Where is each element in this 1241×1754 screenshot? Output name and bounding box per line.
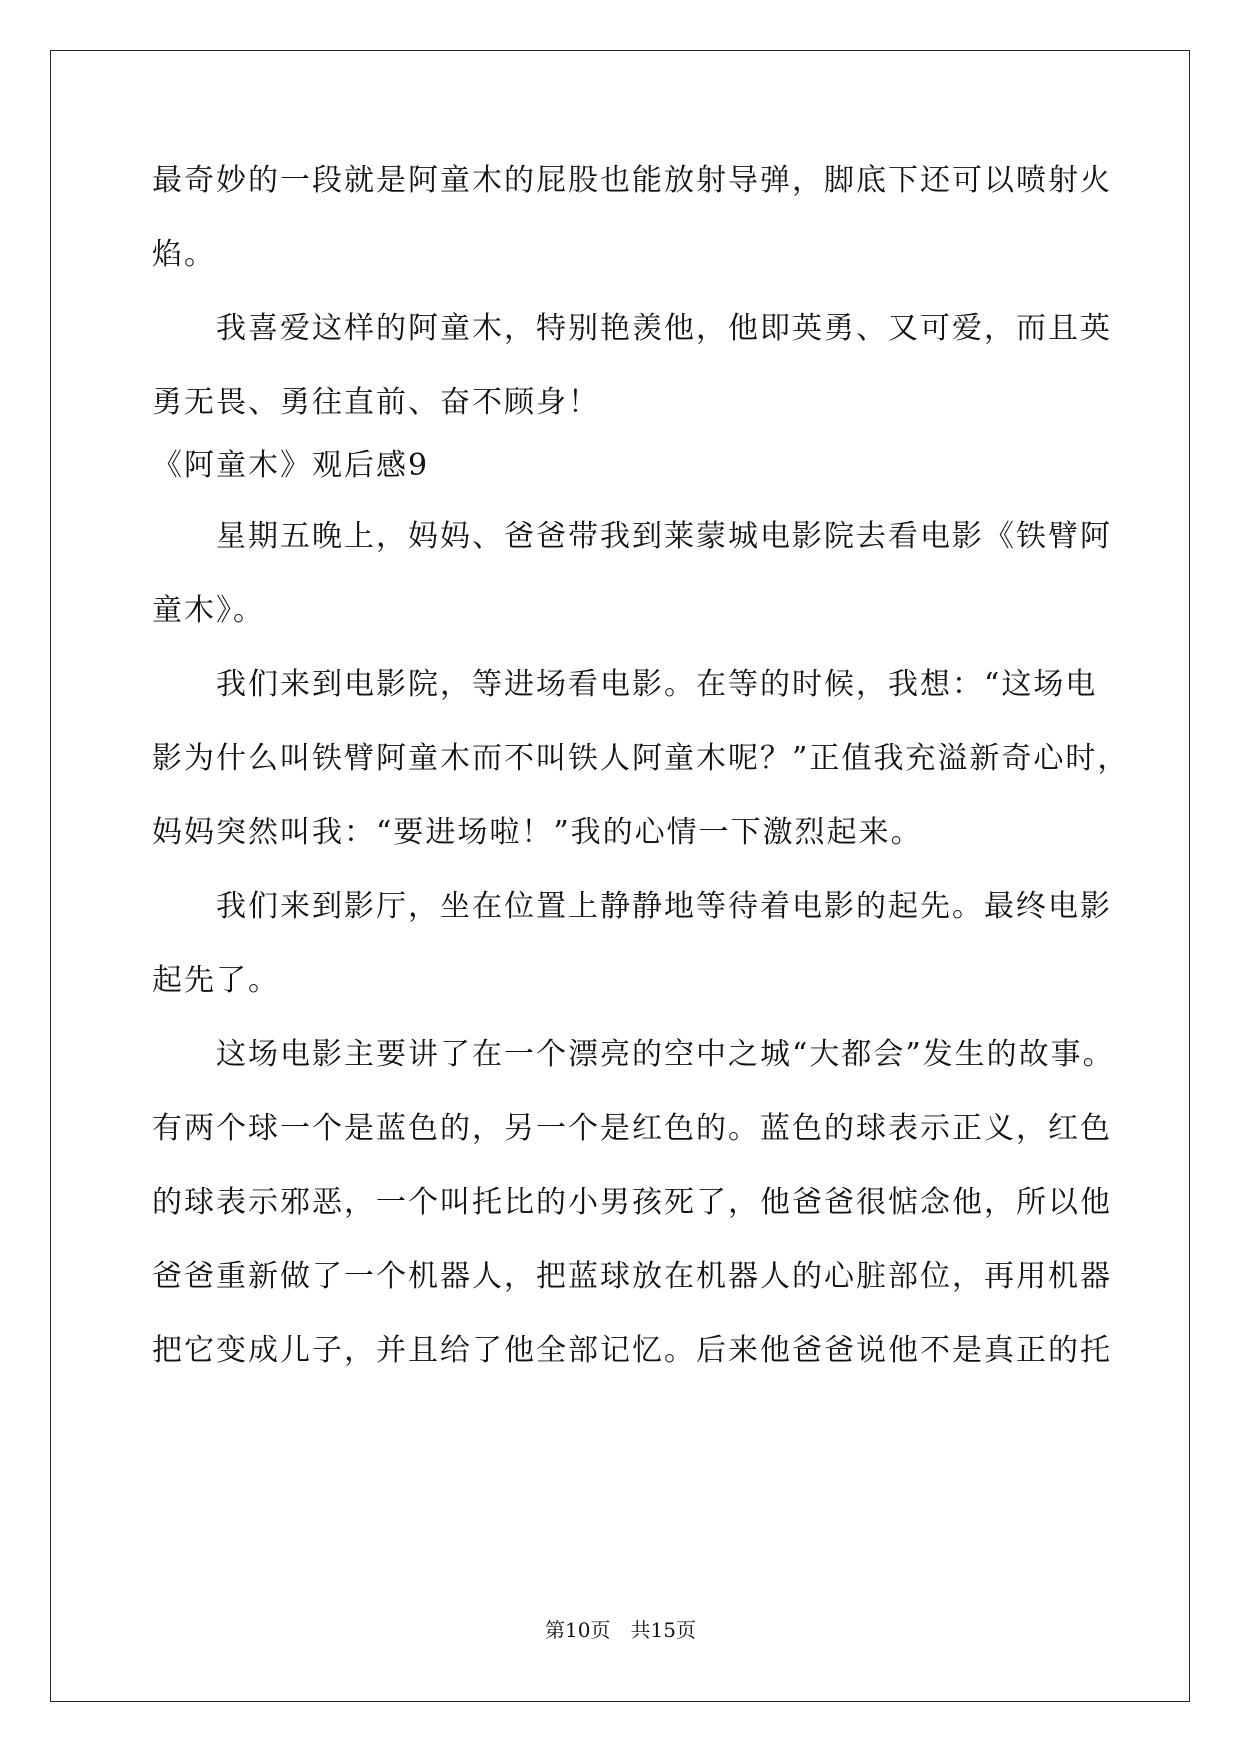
text-line: 童木》。 — [152, 593, 265, 628]
text-line: 这场电影主要讲了在一个漂亮的空中之城“大都会”发生的故事。 — [152, 1037, 1115, 1072]
text-line: 我们来到影厅，坐在位置上静静地等待着电影的起先。最终电影 — [152, 889, 1112, 924]
text-line: 星期五晚上，妈妈、爸爸带我到莱蒙城电影院去看电影《铁臂阿 — [152, 519, 1112, 554]
page-footer: 第10页 共15页 — [545, 1618, 696, 1642]
text-line: 有两个球一个是蓝色的，另一个是红色的。蓝色的球表示正义，红色 — [152, 1111, 1112, 1146]
text-line: 勇无畏、勇往直前、奋不顾身！ — [152, 385, 600, 420]
text-line: 我们来到电影院，等进场看电影。在等的时候，我想：“这场电 — [152, 667, 1098, 702]
text-line: 最奇妙的一段就是阿童木的屁股也能放射导弹，脚底下还可以喷射火 — [152, 163, 1112, 198]
text-line: 焰。 — [152, 237, 216, 272]
text-line: 把它变成儿子，并且给了他全部记忆。后来他爸爸说他不是真正的托 — [152, 1333, 1112, 1368]
section-heading: 《阿童木》观后感9 — [152, 448, 430, 483]
text-line: 爸爸重新做了一个机器人，把蓝球放在机器人的心脏部位，再用机器 — [152, 1259, 1112, 1294]
text-line: 妈妈突然叫我：“要进场啦！”我的心情一下激烈起来。 — [152, 815, 923, 850]
text-line: 影为什么叫铁臂阿童木而不叫铁人阿童木呢？”正值我充溢新奇心时， — [152, 741, 1130, 776]
text-line: 的球表示邪恶，一个叫托比的小男孩死了，他爸爸很惦念他，所以他 — [152, 1185, 1112, 1220]
page-border — [50, 50, 1190, 1702]
text-line: 起先了。 — [152, 963, 280, 998]
text-line: 我喜爱这样的阿童木，特别艳羡他，他即英勇、又可爱，而且英 — [152, 311, 1112, 346]
